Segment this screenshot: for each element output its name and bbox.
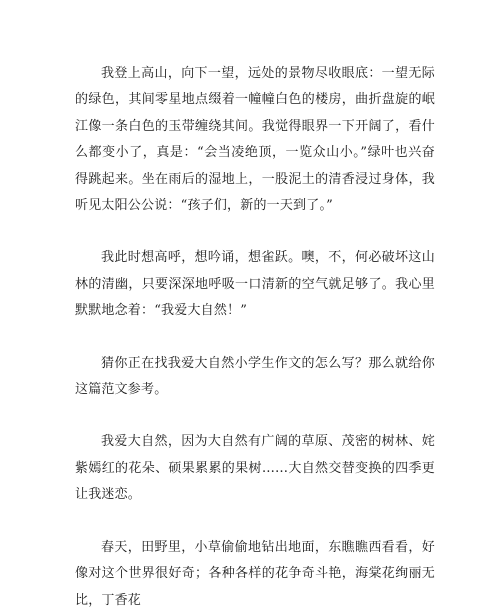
paragraph-spring: 春天，田野里，小草偷偷地钻出地面，东瞧瞧西看看，好像对这个世界很好奇；各种各样的花争奇斗艳，海棠花绚丽无比，丁香花 <box>75 539 435 608</box>
document-body <box>75 61 435 614</box>
paragraph-gap <box>75 219 435 245</box>
paragraph-gap <box>75 509 435 535</box>
paragraph-mountain-view: 我登上高山，向下一望，远处的景物尽收眼底：一望无际的绿色，其间零星地点缀着一幢幢白色的楼房，曲折盘旋的岷江像一条白色的玉带缠绕其间。我觉得眼界一下开阔了，看什么都变小了，真是：“会当凌绝顶，一览众山小。”绿叶也兴奋得跳起来。坐在雨后的湿地上，一股泥土的清香浸过身体，我听见太阳公公说：“孩子们，新的一天到了。” <box>75 66 435 214</box>
paragraph-gap <box>75 403 435 429</box>
paragraph-love-nature-intro: 我爱大自然，因为大自然有广阔的草原、茂密的树林、姹紫嫣红的花朵、硕果累累的果树……大自然交替变换的四季更让我迷恋。 <box>75 434 435 503</box>
paragraph-reference-note: 猜你正在找我爱大自然小学生作文的怎么写？那么就给你这篇范文参考。 <box>75 355 435 398</box>
paragraph-love-nature-shout: 我此时想高呼，想吟诵，想雀跃。噢，不，何必破坏这山林的清幽，只要深深地呼吸一口清新的空气就足够了。我心里默默地念着：“我爱大自然！” <box>75 250 435 319</box>
paragraph-gap <box>75 325 435 351</box>
